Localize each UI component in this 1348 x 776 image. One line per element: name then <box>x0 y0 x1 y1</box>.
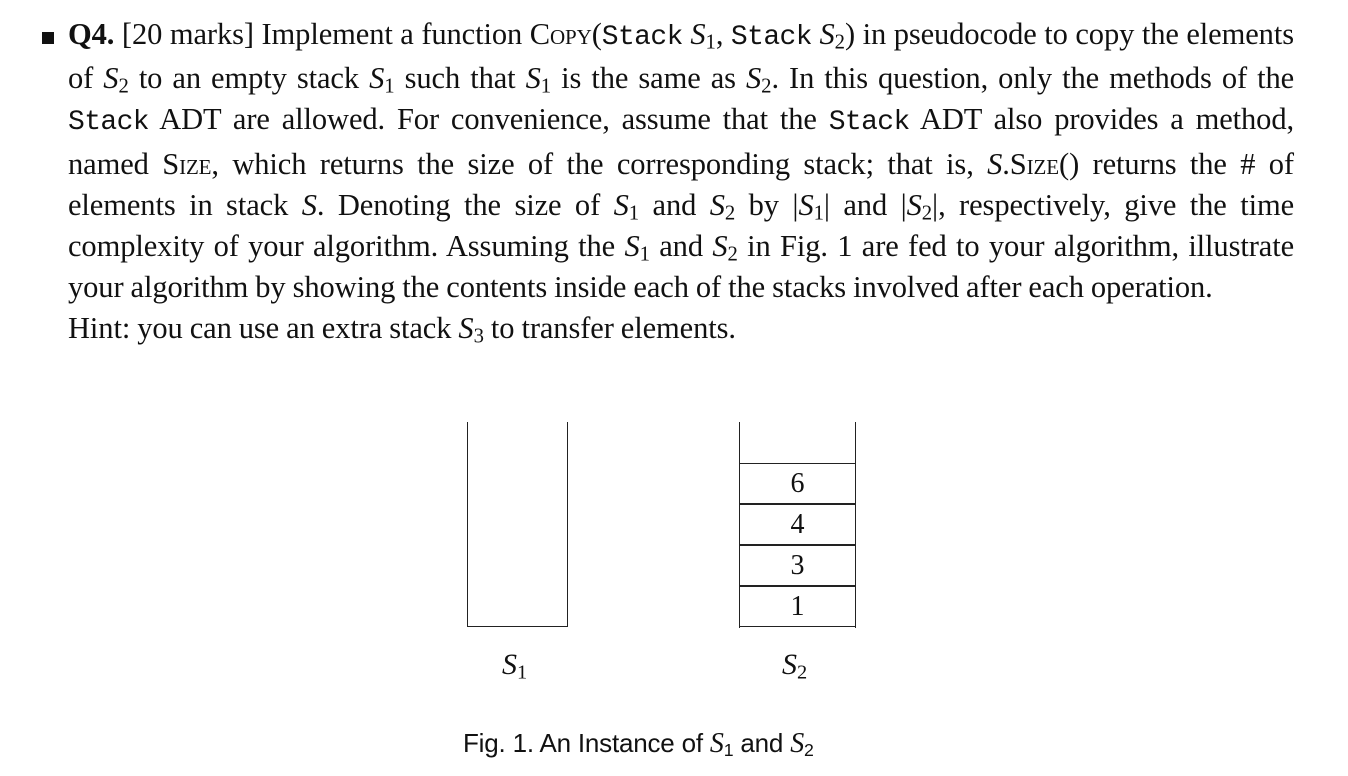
hint-line: Hint: you can use an extra stack $S_3$ to transfer elements. <box>68 311 736 348</box>
stack-s1-label: $S_1$ <box>502 648 528 684</box>
stack-s2-label: $S_2$ <box>782 648 808 684</box>
stack-s2 <box>739 422 856 628</box>
question-marks: [20 marks] <box>121 17 254 51</box>
stack-cell: 3 <box>739 545 856 586</box>
function-name: Copy <box>529 17 592 51</box>
method-name: Size <box>162 146 212 181</box>
stack-cell: 6 <box>739 463 856 504</box>
bullet-square <box>42 32 54 44</box>
question-number: Q4. <box>68 17 115 51</box>
question-text <box>68 14 1294 350</box>
stack-cell: 4 <box>739 504 856 545</box>
stack-cell: 1 <box>739 586 856 627</box>
question-paragraph: Q4. [20 marks] Implement a function Copy(Stack $S_1$, Stack $S_2$) in pseudocode to copy the elements of $S_2$ to an empty stack $S_1$ such that $S_1$ is the same as $S_2$. In this question, only the methods of the Stack ADT are allowed. For convenience, assume that the Stack ADT also provides a method, named Size, which returns the size of the corresponding stack; that is, S.Size() returns the # of elements in stack S. Denoting the size of $S_1$ and $S_2$ by $|S_1|$ and $|S_2|$, respectively, give the time complexity of your algorithm. Assuming the $S_1$ and $S_2$ in Fig. 1 are fed to your algorithm, illustrate your algorithm by showing the contents inside each of the stacks involved after each operation. <box>68 17 1295 305</box>
figure-caption: Fig. 1. An Instance of $S_1$ and $S_2$ <box>463 728 814 760</box>
stack-s1 <box>467 422 568 627</box>
